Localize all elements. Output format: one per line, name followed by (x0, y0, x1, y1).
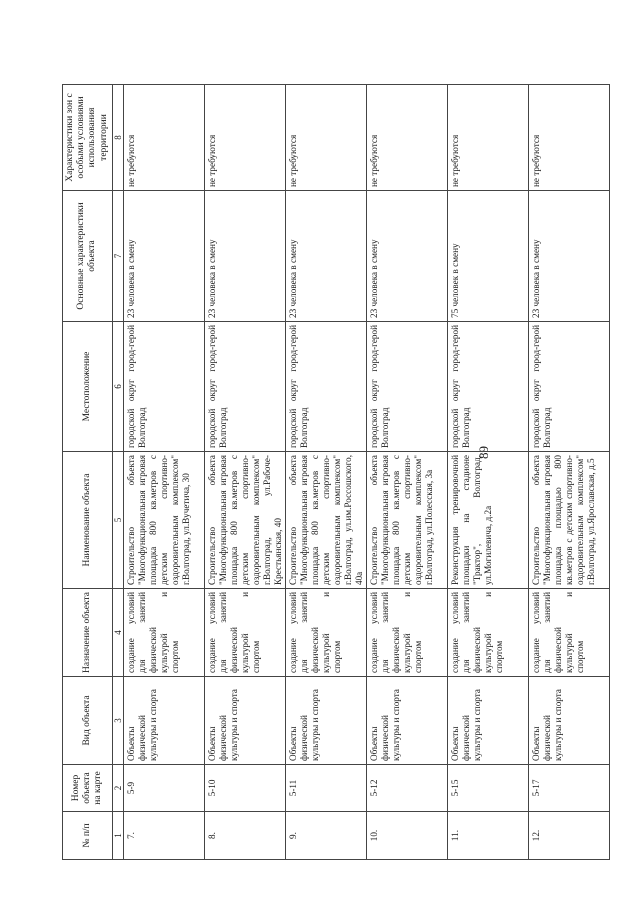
object-name: Реконструкция тренировочной площадки на стадионе "Трактор", Волгоград, ул.Могилевича, д.2а (448, 452, 529, 589)
object-name: Строительство объекта "Многофункциональная игровая площадка 800 кв.метров с детским спортивно-оздоровительным комплексом" г.Волгоград, ул.Вучетича, 30 (124, 452, 205, 589)
object-type: Объекты физической культуры и спорта (205, 677, 286, 765)
header-row (63, 85, 113, 860)
object-name: Строительство объекта "Многофункциональная игровая площадка 800 кв.метров с детским спортивно-оздоровительным комплексом" г.Волгоград, ул.Полесская, 3а (367, 452, 448, 589)
table-row (367, 85, 448, 860)
header-cell: № п/п (63, 812, 113, 860)
object-location: городской округ город-герой Волгоград (124, 322, 205, 452)
header-cell: Наименование объекта (63, 452, 113, 589)
column-number: 3 (112, 677, 124, 765)
table-row (529, 85, 610, 860)
object-location: городской округ город-герой Волгоград (367, 322, 448, 452)
row-number: 10. (367, 812, 448, 860)
row-number: 7. (124, 812, 205, 860)
column-number: 4 (112, 589, 124, 677)
object-purpose: создание условий для занятий физической культурой и спортом (529, 589, 610, 677)
object-type: Объекты физической культуры и спорта (448, 677, 529, 765)
column-number-row (112, 85, 124, 860)
object-name: Строительство объекта "Многофункциональная игровая площадка 800 кв.метров с детским спортивно-оздоровительным комплексом" г.Волгоград, ул.им.Россошского, 40а (286, 452, 367, 589)
zone-characteristics: не требуются (286, 85, 367, 191)
zone-characteristics: не требуются (448, 85, 529, 191)
object-location: городской округ город-герой Волгоград (286, 322, 367, 452)
header-cell: Номер объекта на карте (63, 765, 113, 812)
map-number: 5-10 (205, 765, 286, 812)
object-purpose: создание условий для занятий физической культурой и спортом (367, 589, 448, 677)
header-cell: Основные характеристики объекта (63, 191, 113, 322)
object-characteristics: 23 человека в смену (286, 191, 367, 322)
object-type: Объекты физической культуры и спорта (124, 677, 205, 765)
object-location: городской округ город-герой Волгоград (205, 322, 286, 452)
row-number: 12. (529, 812, 610, 860)
column-number: 2 (112, 765, 124, 812)
table-row (124, 85, 205, 860)
header-cell: Вид объекта (63, 677, 113, 765)
object-purpose: создание условий для занятий физической культурой и спортом (286, 589, 367, 677)
object-type: Объекты физической культуры и спорта (367, 677, 448, 765)
column-number: 7 (112, 191, 124, 322)
page-number: 89 (476, 446, 491, 459)
table-row (286, 85, 367, 860)
object-type: Объекты физической культуры и спорта (529, 677, 610, 765)
object-location: городской округ город-герой Волгоград (529, 322, 610, 452)
object-purpose: создание условий для занятий физической культурой и спортом (448, 589, 529, 677)
objects-table (62, 84, 610, 860)
map-number: 5-9 (124, 765, 205, 812)
zone-characteristics: не требуются (205, 85, 286, 191)
map-number: 5-11 (286, 765, 367, 812)
table-row (448, 85, 529, 860)
object-type: Объекты физической культуры и спорта (286, 677, 367, 765)
zone-characteristics: не требуются (367, 85, 448, 191)
object-purpose: создание условий для занятий физической культурой и спортом (124, 589, 205, 677)
zone-characteristics: не требуются (124, 85, 205, 191)
header-cell: Местоположение (63, 322, 113, 452)
map-number: 5-15 (448, 765, 529, 812)
object-characteristics: 23 человека в смену (529, 191, 610, 322)
column-number: 8 (112, 85, 124, 191)
map-number: 5-12 (367, 765, 448, 812)
object-location: городской округ город-герой Волгоград (448, 322, 529, 452)
table-row (205, 85, 286, 860)
row-number: 8. (205, 812, 286, 860)
header-cell: Характеристики зон с особыми условиями использования территории (63, 85, 113, 191)
object-characteristics: 23 человека в смену (124, 191, 205, 322)
object-characteristics: 75 человек в смену (448, 191, 529, 322)
header-cell: Назначение объекта (63, 589, 113, 677)
column-number: 1 (112, 812, 124, 860)
row-number: 11. (448, 812, 529, 860)
column-number: 5 (112, 452, 124, 589)
object-characteristics: 23 человека в смену (367, 191, 448, 322)
object-characteristics: 23 человека в смену (205, 191, 286, 322)
zone-characteristics: не требуются (529, 85, 610, 191)
map-number: 5-17 (529, 765, 610, 812)
column-number: 6 (112, 322, 124, 452)
object-purpose: создание условий для занятий физической культурой и спортом (205, 589, 286, 677)
object-name: Строительство объекта "Многофункциональная игровая площадка 800 кв.метров с детским спортивно-оздоровительным комплексом" г.Волгоград, ул.Рабоче-Крестьянская, 40 (205, 452, 286, 589)
object-name: Строительство объекта "Многофункциональная игровая площадка площадью 800 кв.метров с детским спортивно-оздоровительным комплексом" г.Волгоград, ул.Ярославская, д.5 (529, 452, 610, 589)
row-number: 9. (286, 812, 367, 860)
